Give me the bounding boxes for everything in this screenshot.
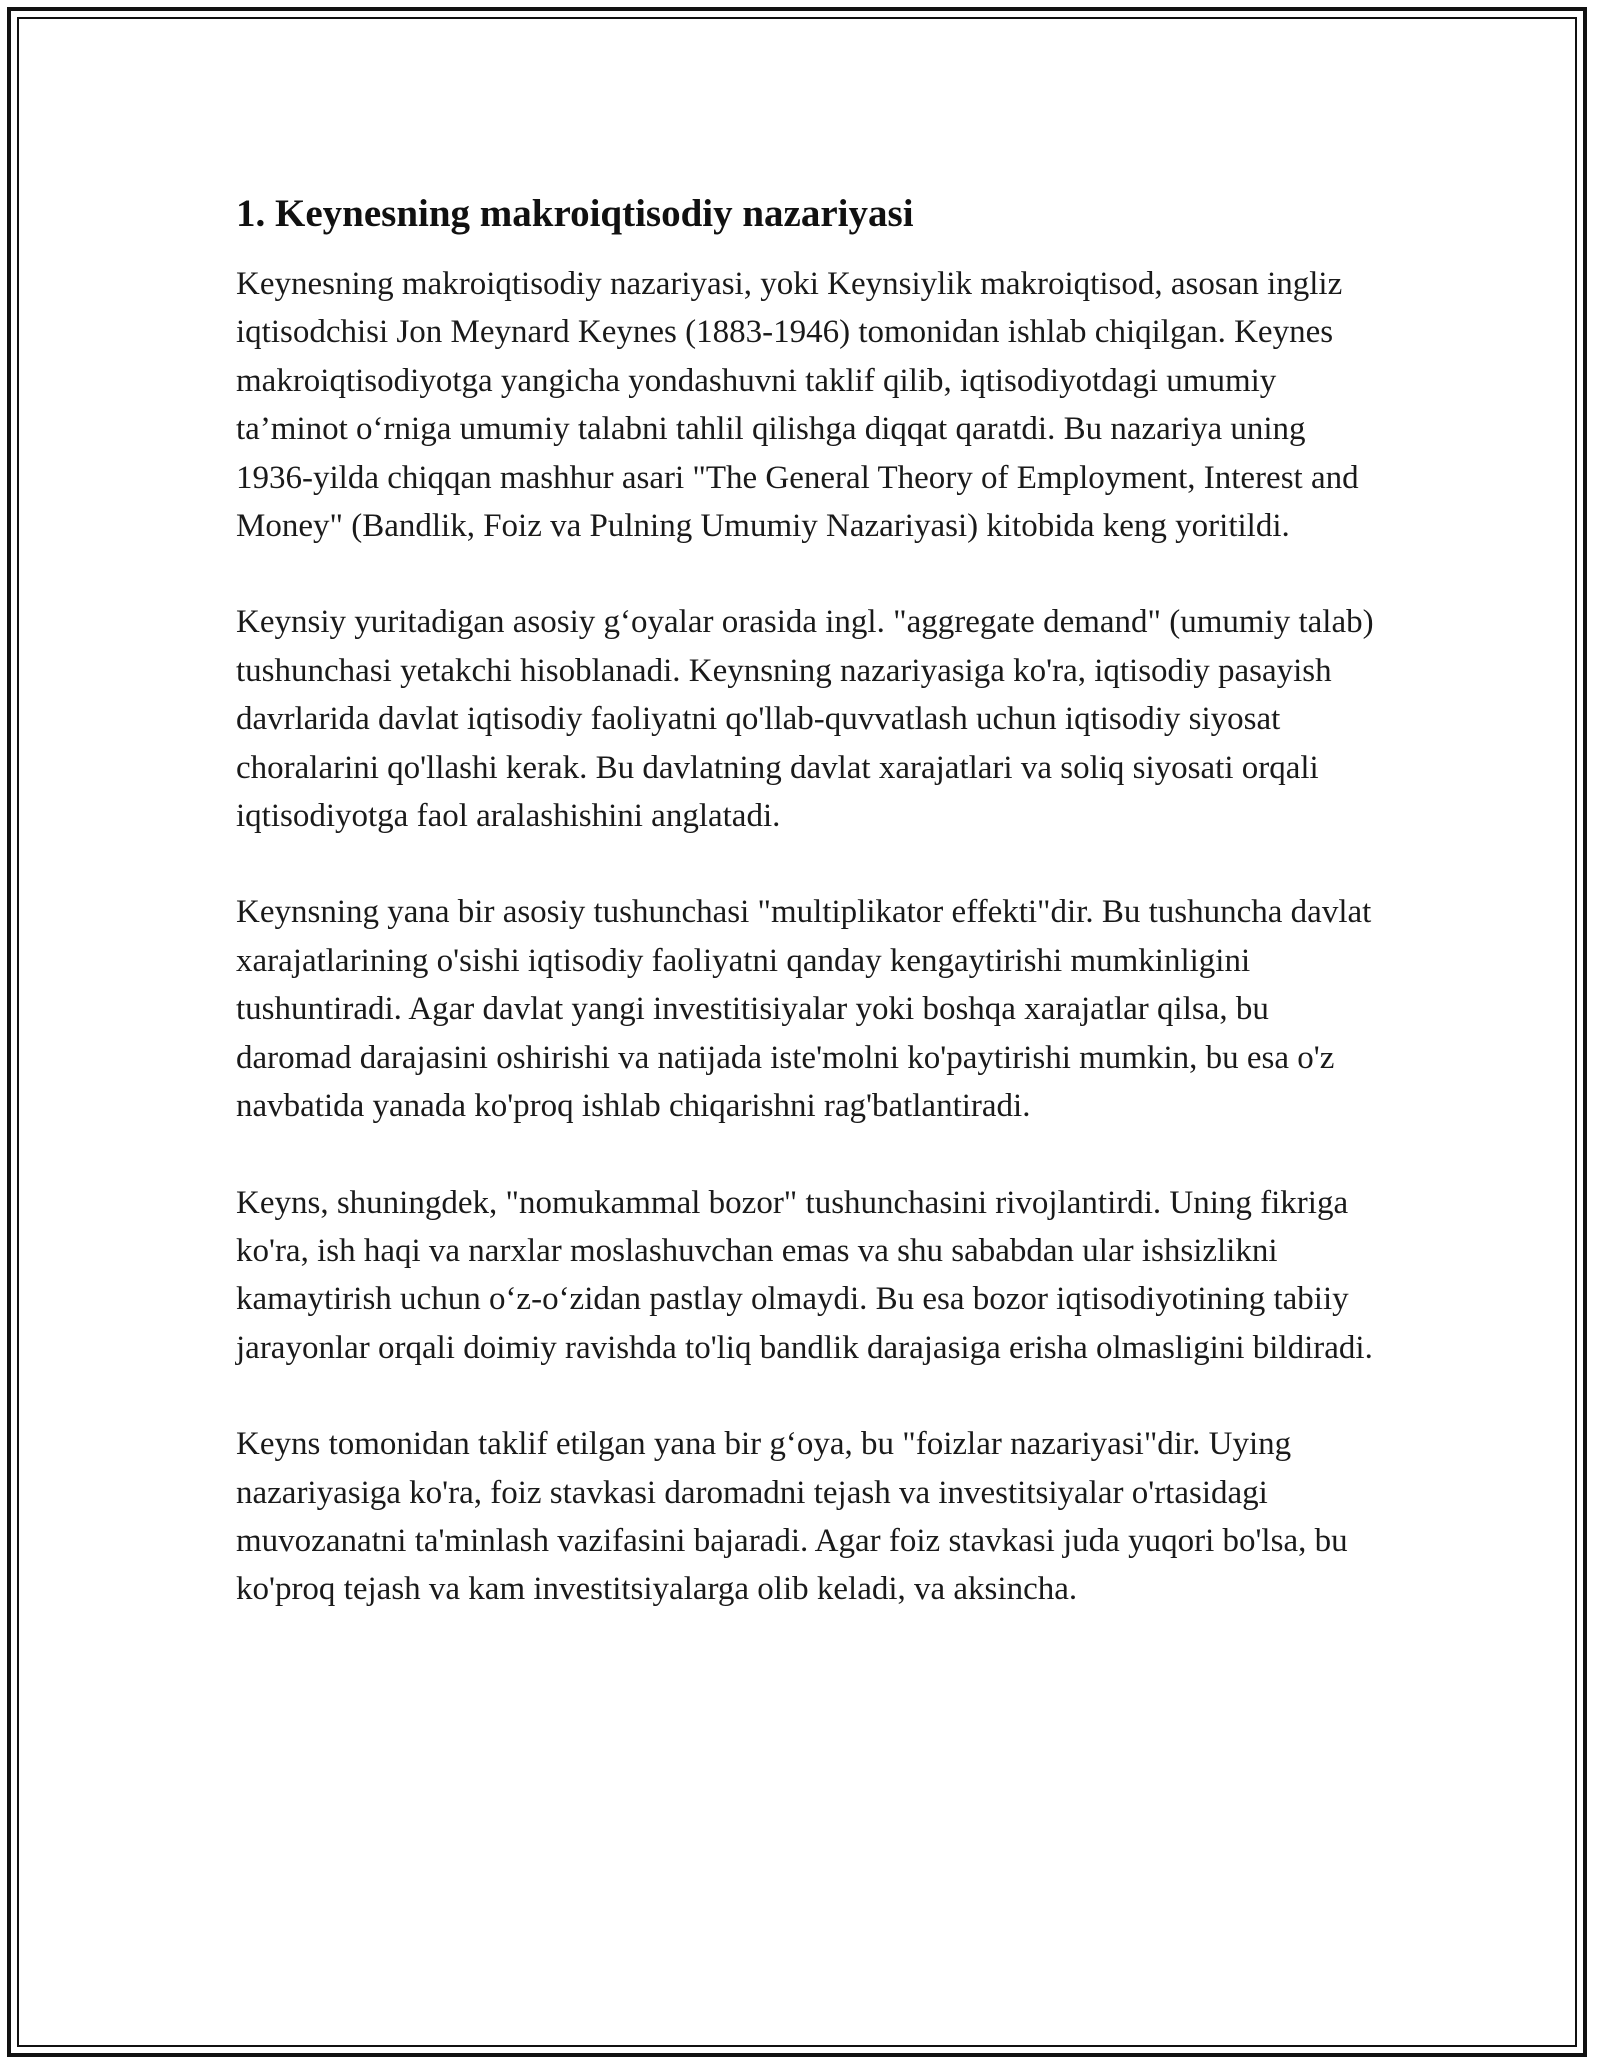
paragraph-aggregate-demand: Keynsiy yuritadigan asosiy g‘oyalar orasida ingl. "aggregate demand" (umumiy talab) tushunchasi yetakchi hisoblanadi. Keynsning nazariyasiga ko'ra, iqtisodiy pasayish davrlarida davlat iqtisodiy faoliyatni qo'llab-quvvatlash uchun iqtisodiy siyosat choralarini qo'llashi kerak. Bu davlatning davlat xarajatlari va soliq siyosati orqali iqtisodiyotga faol aralashishini anglatadi. [236, 604, 1374, 835]
paragraph-imperfect-market: Keyns, shuningdek, "nomukammal bozor" tushunchasini rivojlantirdi. Uning fikriga ko'ra, ish haqi va narxlar moslashuvchan emas va shu sababdan ular ishsizlikni kamaytirish uchun o‘z-o‘zidan pastlay olmaydi. Bu esa bozor iqtisodiyotining tabiiy jarayonlar orqali doimiy ravishda to'liq bandlik darajasiga erisha olmasligini bildiradi. [236, 1184, 1373, 1366]
section-heading: 1. Keynesning makroiqtisodiy nazariyasi [236, 192, 914, 235]
paragraph-multiplier-effect: Keynsning yana bir asosiy tushunchasi "multiplikator effekti"dir. Bu tushuncha davlat xarajatlarining o'sishi iqtisodiy faoliyatni qanday kengaytirishi mumkinligini tushuntiradi. Agar davlat yangi investitisiyalar yoki boshqa xarajatlar qilsa, bu daromad darajasini oshirishi va natijada iste'molni ko'paytirishi mumkin, bu esa o'z navbatida yanada ko'proq ishlab chiqarishni rag'batlantiradi. [236, 894, 1372, 1125]
paragraph-interest-theory: Keyns tomonidan taklif etilgan yana bir g‘oya, bu "foizlar nazariyasi"dir. Uying nazariyasiga ko'ra, foiz stavkasi daromadni tejash va investitsiyalar o'rtasidagi muvozanatni ta'minlash vazifasini bajaradi. Agar foiz stavkasi juda yuqori bo'lsa, bu ko'proq tejash va kam investitsiyalarga olib keladi, va aksincha. [236, 1426, 1348, 1608]
document-body [236, 190, 1386, 1662]
paragraph-intro: Keynesning makroiqtisodiy nazariyasi, yoki Keynsiylik makroiqtisod, asosan ingliz iqtisodchisi Jon Meynard Keynes (1883-1946) tomonidan ishlab chiqilgan. Keynes makroiqtisodiyotga yangicha yondashuvni taklif qilib, iqtisodiyotdagi umumiy ta’minot o‘rniga umumiy talabni tahlil qilishga diqqat qaratdi. Bu nazariya uning 1936-yilda chiqqan mashhur asari "The General Theory of Employment, Interest and Money" (Bandlik, Foiz va Pulning Umumiy Nazariyasi) kitobida keng yoritildi. [236, 266, 1359, 545]
